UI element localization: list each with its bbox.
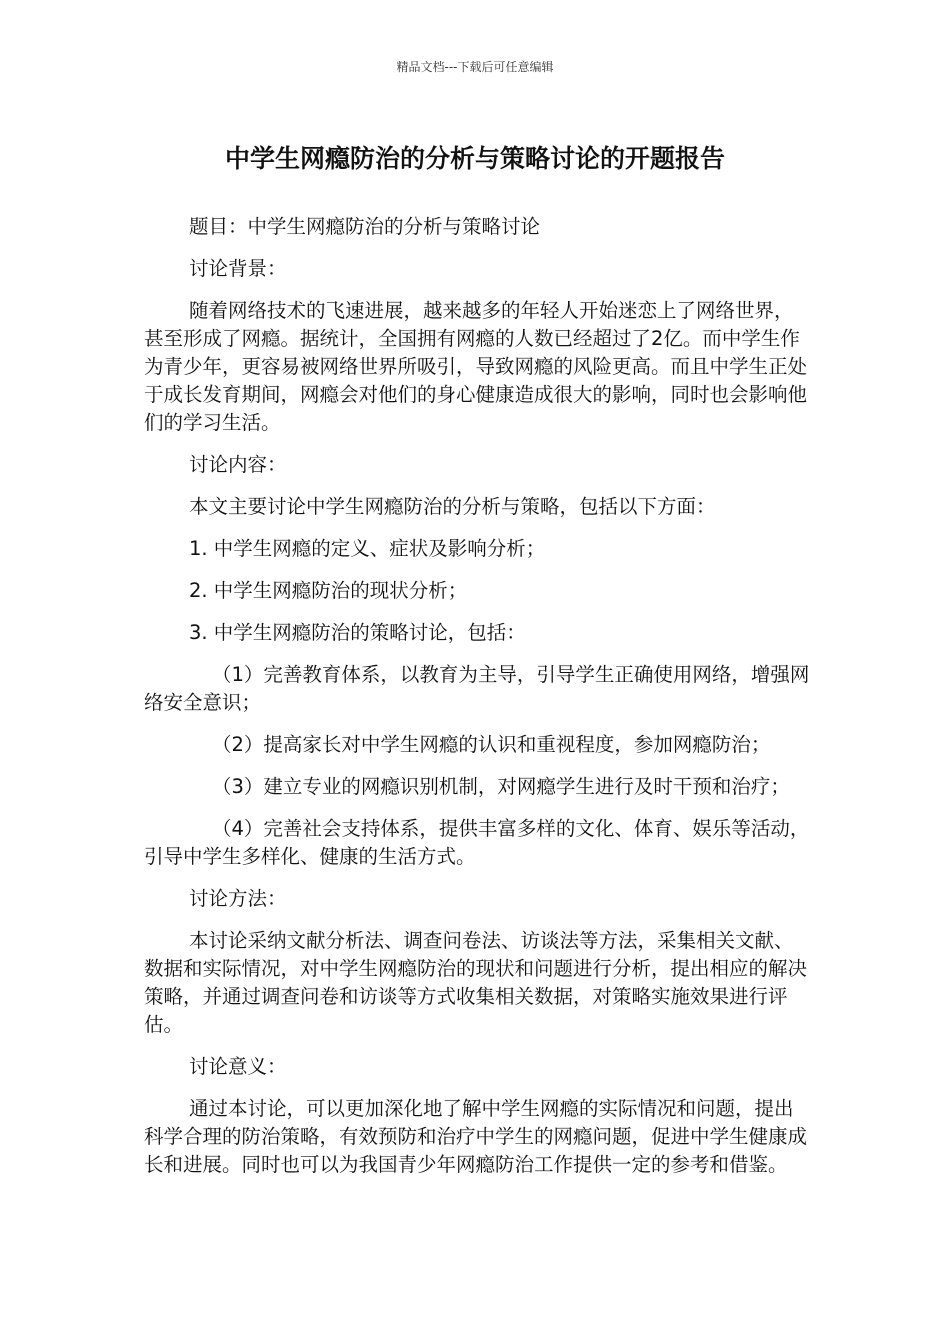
method-heading: 讨论方法： xyxy=(189,887,287,910)
background-paragraph: 随着网络技术的飞速进展，越来越多的年轻人开始迷恋上了网络世界，甚至形成了网瘾。据统计，全国拥有网瘾的人数已经超过了2亿。而中学生作为青少年，更容易被网络世界所吸引，导致网瘾的风险更高。而且中学生正处于成长发育期间，网瘾会对他们的身心健康造成很大的影响，同时也会影响他们的学习生活。 xyxy=(144,299,808,434)
topic-line: 题目：中学生网瘾防治的分析与策略讨论 xyxy=(189,215,541,238)
list-item-1: 1. 中学生网瘾的定义、症状及影响分析； xyxy=(189,537,546,560)
significance-paragraph: 通过本讨论，可以更加深化地了解中学生网瘾的实际情况和问题，提出科学合理的防治策略，有效预防和治疗中学生的网瘾问题，促进中学生健康成长和进展。同时也可以为我国青少年网瘾防治工作提供一定的参考和借鉴。 xyxy=(144,1097,808,1176)
significance-heading: 讨论意义： xyxy=(189,1055,287,1078)
method-paragraph: 本讨论采纳文献分析法、调查问卷法、访谈法等方法，采集相关文献、数据和实际情况，对中学生网瘾防治的现状和问题进行分析，提出相应的解决策略，并通过调查问卷和访谈等方式收集相关数据，对策略实施效果进行评估。 xyxy=(144,929,808,1036)
sub-item-2: （2）提高家长对中学生网瘾的认识和重视程度，参加网瘾防治； xyxy=(212,733,771,756)
sub-item-3: （3）建立专业的网瘾识别机制，对网瘾学生进行及时干预和治疗； xyxy=(212,775,790,798)
sub-item-4: （4）完善社会支持体系，提供丰富多样的文化、体育、娱乐等活动，引导中学生多样化、健康的生活方式。 xyxy=(144,817,810,868)
list-item-2: 2. 中学生网瘾防治的现状分析； xyxy=(189,579,468,602)
background-heading: 讨论背景： xyxy=(189,257,287,280)
sub-item-1: （1）完善教育体系，以教育为主导，引导学生正确使用网络，增强网络安全意识； xyxy=(144,663,810,714)
content-heading: 讨论内容： xyxy=(189,453,287,476)
header-note: 精品文档---下载后可任意编辑 xyxy=(396,60,554,74)
list-item-3: 3. 中学生网瘾防治的策略讨论，包括： xyxy=(189,621,526,644)
content-intro: 本文主要讨论中学生网瘾防治的分析与策略，包括以下方面： xyxy=(189,495,716,518)
document-title: 中学生网瘾防治的分析与策略讨论的开题报告 xyxy=(224,144,725,173)
document-body xyxy=(144,213,810,1179)
